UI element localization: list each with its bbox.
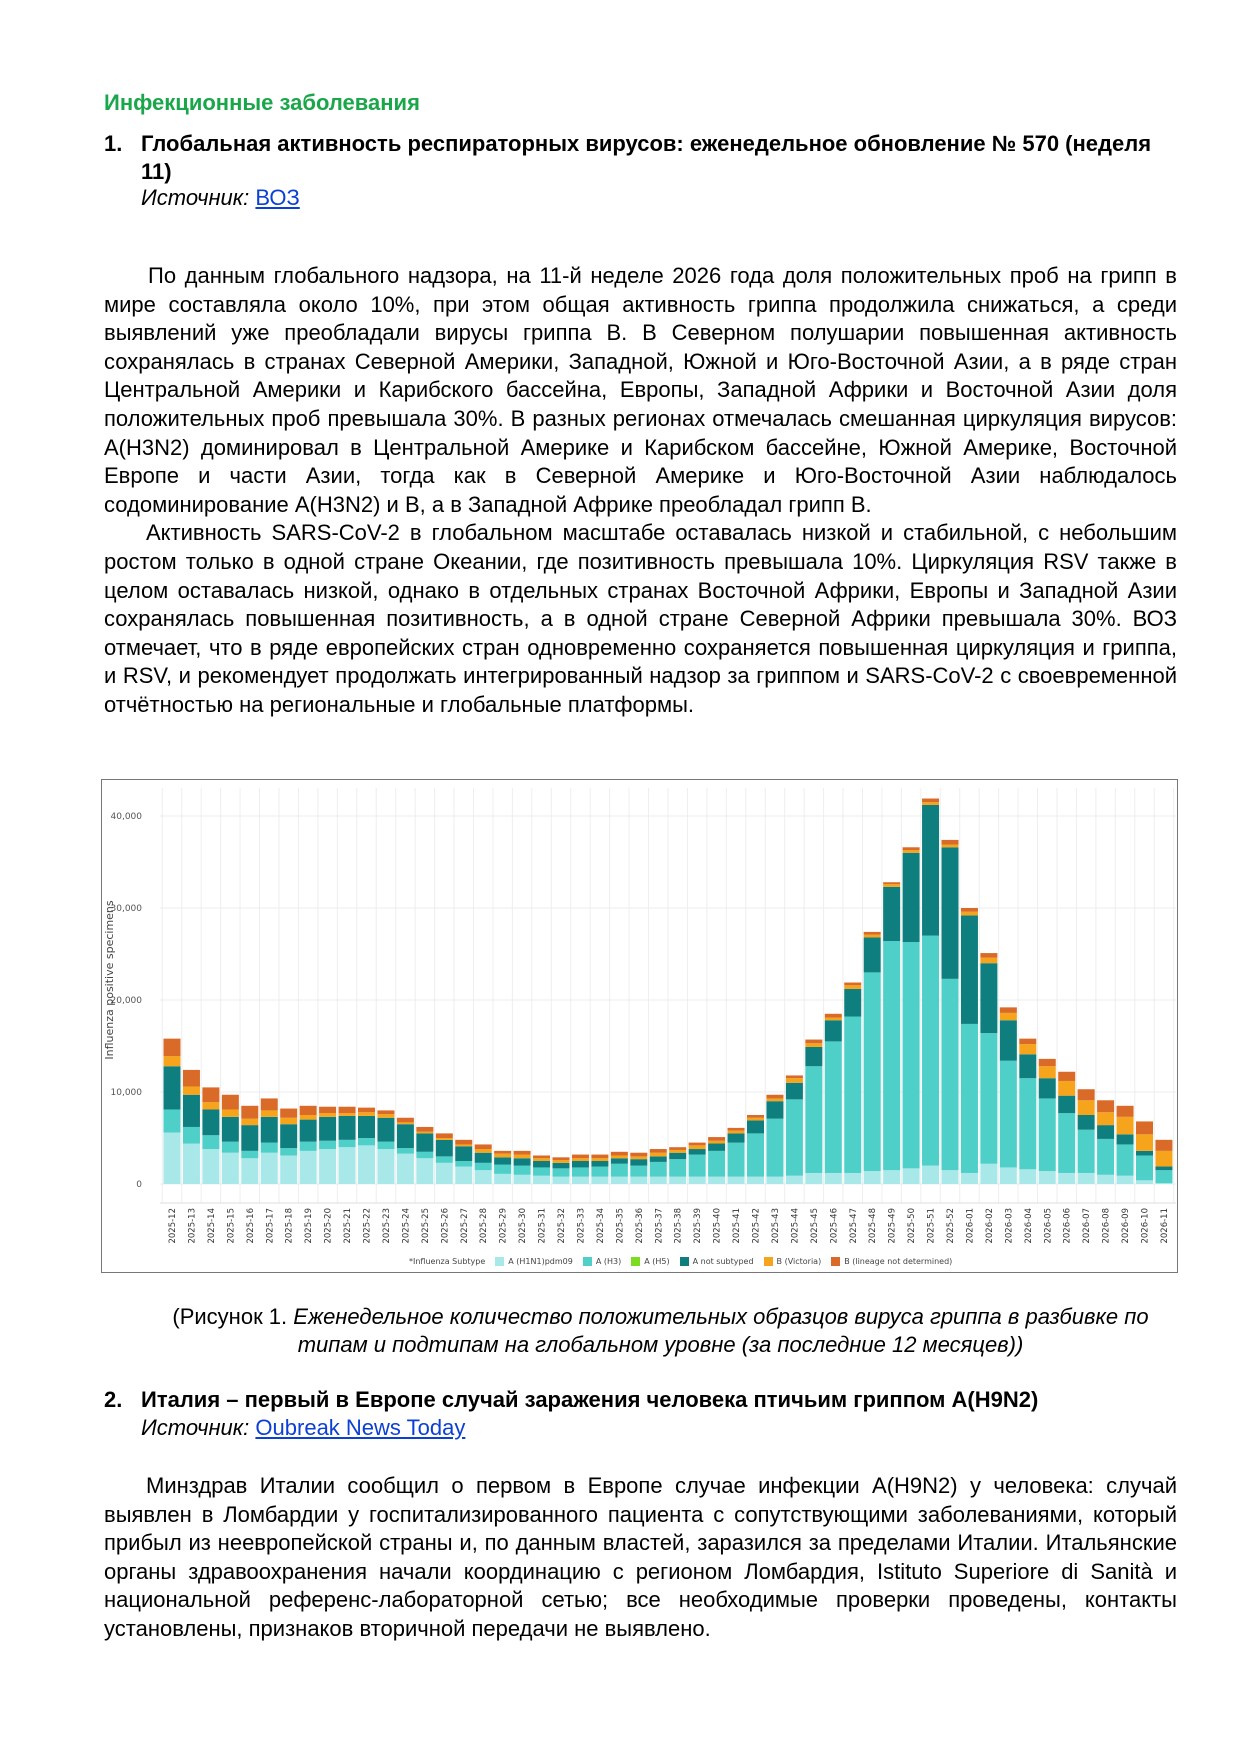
item-2-body (104, 1472, 1177, 1644)
bar-2025-20 (319, 1107, 336, 1184)
influenza-chart (101, 779, 1178, 1273)
legend-swatch (680, 1257, 689, 1266)
x-tick-label: 2025-36 (634, 1208, 645, 1244)
bar-2025-34 (591, 1155, 608, 1184)
figure-caption-prefix: (Рисунок 1. (172, 1304, 294, 1329)
bar-2025-15 (222, 1095, 239, 1184)
chart-legend (409, 1257, 952, 1266)
x-tick-label: 2026-07 (1082, 1208, 1093, 1244)
x-tick-label: 2025-45 (809, 1208, 820, 1244)
x-tick-label: 2025-15 (226, 1208, 237, 1244)
y-axis-label: Influenza positive specimens (103, 900, 116, 1060)
x-tick-label: 2025-42 (751, 1208, 762, 1244)
legend-item-label: A (H5) (644, 1257, 670, 1266)
x-tick-label: 2025-43 (770, 1208, 781, 1244)
x-tick-label: 2025-18 (284, 1208, 295, 1244)
item-1-paragraph-1: По данным глобального надзора, на 11-й неделе 2026 года доля положительных проб на грипп в мире составляла около 10%, при этом общая активность гриппа продолжила снижаться, а среди выявлений уже преобладали вирусы гриппа В. В Северном полушарии повышенная активность сохранялась в странах Северной Америки, Западной, Южной и Юго-Восточной Азии, а в ряде стран Центральной Америки и Карибского бассейна, Европы, Западной Африки и Восточной Азии доля положительных проб превышала 30%. В разных регионах отмечалась смешанная циркуляция вирусов: A(H3N2) доминировал в Центральной Америке и Карибском бассейне, Южной Америке, Восточной Европе и части Азии, тогда как в Северной Америке и Юго-Восточной Азии наблюдалось содоминирование A(H3N2) и В, а в Западной Африке преобладал грипп В. (104, 263, 1177, 517)
x-tick-label: 2026-02 (984, 1208, 995, 1244)
legend-swatch (495, 1257, 504, 1266)
bar-2025-18 (280, 1109, 297, 1184)
bar-2026-04 (1019, 1039, 1036, 1184)
bar-2026-02 (980, 953, 997, 1184)
item-2-paragraph-1: Минздрав Италии сообщил о первом в Европе случае инфекции A(H9N2) у человека: случай выявлен в Ломбардии у госпитализированного пациента с сопутствующими заболеваниями, который прибыл из неевропейской страны и, по данным властей, заразился за пределами Италии. Итальянские органы здравоохранения начали координацию с регионом Ломбардия, Istituto Superiore di Sanità и национальной референс-лабораторной сетью; все необходимые проверки проведены, контакты установлены, признаков вторичной передачи не выявлено. (104, 1473, 1177, 1641)
bar-2025-37 (650, 1149, 667, 1184)
bar-2025-19 (300, 1106, 317, 1184)
section-title: Инфекционные заболевания (104, 90, 420, 115)
x-tick-label: 2026-10 (1140, 1208, 1151, 1244)
item-2-source-label: Источник: (141, 1415, 250, 1440)
bar-2025-50 (903, 847, 920, 1184)
x-tick-label: 2025-50 (907, 1208, 918, 1244)
x-tick-label: 2026-03 (1004, 1208, 1015, 1244)
bar-2025-51 (922, 799, 939, 1184)
y-tick-label: 40,000 (110, 812, 142, 822)
x-tick-label: 2025-32 (557, 1208, 567, 1244)
legend-title: *Influenza Subtype (409, 1257, 486, 1266)
bar-2025-38 (669, 1147, 686, 1184)
y-tick-label: 30,000 (110, 904, 142, 914)
item-1-paragraph-2: Активность SARS-CoV-2 в глобальном масштабе оставалась низкой и стабильной, с небольшим ростом только в одной стране Океании, где позитивность превышала 10%. Циркуляция RSV также в целом оставалась низкой, однако в отдельных странах Восточной Африки, Европы и Западной Азии сохранялась повышенная позитивность, а в одной стране Северной Африки превышала 30%. ВОЗ отмечает, что в ряде европейских стран одновременно сохраняется повышенная циркуляция и гриппа, и RSV, и рекомендует продолжать интегрированный надзор за гриппом и SARS-CoV-2 с своевременной отчётностью на региональные и глобальные платформы. (104, 520, 1177, 717)
bar-2026-06 (1058, 1072, 1075, 1184)
item-1-body (104, 262, 1177, 720)
bar-2025-46 (825, 1014, 842, 1184)
item-2-heading (104, 1386, 1181, 1414)
x-tick-label: 2025-22 (362, 1208, 373, 1244)
y-tick-label: 10,000 (110, 1088, 142, 1098)
x-tick-label: 2025-51 (926, 1208, 937, 1244)
bar-2025-31 (533, 1155, 550, 1184)
x-tick-label: 2025-27 (459, 1208, 470, 1244)
x-tick-label: 2025-29 (498, 1208, 509, 1244)
influenza-stacked-bar-chart (102, 780, 1176, 1271)
x-tick-label: 2026-09 (1121, 1208, 1132, 1244)
item-2-title: Италия – первый в Европе случай заражения человека птичьим гриппом A(H9N2) (141, 1387, 1039, 1412)
bar-2026-11 (1155, 1140, 1172, 1184)
x-tick-label: 2025-20 (323, 1208, 334, 1244)
x-tick-label: 2025-44 (790, 1208, 801, 1244)
bar-2025-28 (475, 1144, 492, 1184)
bar-2025-26 (436, 1133, 453, 1184)
bar-2025-24 (397, 1118, 414, 1184)
legend-item-label: A not subtyped (692, 1257, 754, 1266)
x-tick-label: 2025-12 (168, 1208, 178, 1244)
item-2-source-link[interactable]: Oubreak News Today (255, 1415, 466, 1440)
bar-2025-49 (883, 882, 900, 1184)
figure-caption (104, 1303, 1177, 1359)
x-tick-label: 2025-48 (868, 1208, 879, 1244)
item-1-source-label: Источник: (141, 185, 250, 210)
x-tick-label: 2025-23 (381, 1208, 392, 1244)
x-tick-label: 2026-04 (1023, 1208, 1034, 1244)
figure-caption-text: Еженедельное количество положительных образцов вируса гриппа в разбивке по типам и подтипам на глобальном уровне (за последние 12 месяцев)) (293, 1304, 1149, 1357)
bar-2026-09 (1117, 1106, 1134, 1184)
bar-2026-05 (1039, 1059, 1056, 1184)
bar-2025-12 (164, 1039, 181, 1184)
x-tick-label: 2026-11 (1159, 1208, 1170, 1244)
bar-2025-21 (339, 1107, 356, 1184)
bar-2025-35 (611, 1152, 628, 1184)
bar-2025-43 (766, 1095, 783, 1184)
x-tick-label: 2026-06 (1062, 1208, 1073, 1244)
x-tick-label: 2025-24 (401, 1208, 412, 1244)
x-tick-label: 2025-17 (265, 1208, 276, 1244)
item-1-title: Глобальная активность респираторных вирусов: еженедельное обновление № 570 (неделя 11) (141, 131, 1152, 184)
item-1-source-link[interactable]: ВОЗ (255, 185, 300, 210)
bar-2025-13 (183, 1070, 200, 1184)
item-2-source (141, 1414, 465, 1442)
x-tick-label: 2026-05 (1043, 1208, 1054, 1244)
x-tick-label: 2025-28 (479, 1208, 490, 1244)
legend-swatch (631, 1257, 640, 1266)
bar-2025-39 (689, 1143, 706, 1184)
x-tick-label: 2026-08 (1101, 1208, 1112, 1244)
bar-2025-29 (494, 1151, 511, 1184)
legend-item-label: A (H3) (595, 1257, 622, 1266)
bar-2025-45 (805, 1040, 822, 1184)
bar-2025-47 (844, 983, 861, 1184)
x-tick-label: 2025-33 (576, 1208, 587, 1244)
item-2-number: 2. (104, 1387, 123, 1412)
x-tick-label: 2025-21 (343, 1208, 354, 1244)
bar-2025-17 (261, 1098, 278, 1184)
bar-2026-08 (1097, 1100, 1114, 1184)
x-tick-label: 2025-41 (732, 1208, 743, 1244)
x-tick-label: 2025-35 (615, 1208, 626, 1244)
legend-swatch (831, 1257, 840, 1266)
legend-swatch (764, 1257, 773, 1266)
x-tick-label: 2025-52 (946, 1208, 956, 1244)
x-tick-label: 2025-26 (440, 1208, 451, 1244)
legend-item-label: A (H1N1)pdm09 (508, 1257, 573, 1266)
x-tick-label: 2025-40 (712, 1208, 723, 1244)
bar-2025-40 (708, 1137, 725, 1184)
bar-2026-03 (1000, 1007, 1017, 1184)
bar-2025-22 (358, 1108, 375, 1184)
bar-2025-32 (553, 1157, 570, 1184)
bar-2026-01 (961, 908, 978, 1184)
bar-2025-30 (514, 1151, 531, 1184)
bar-2025-16 (241, 1106, 258, 1184)
item-1-source (141, 184, 300, 212)
legend-swatch (583, 1257, 592, 1266)
x-tick-label: 2025-31 (537, 1208, 548, 1244)
bar-2025-42 (747, 1115, 764, 1184)
bar-2026-07 (1078, 1089, 1095, 1184)
bar-2026-10 (1136, 1121, 1153, 1184)
legend-item-label: B (Victoria) (776, 1257, 822, 1266)
x-tick-label: 2025-16 (245, 1208, 256, 1244)
x-tick-label: 2025-49 (887, 1208, 898, 1244)
bar-2025-52 (942, 840, 959, 1184)
x-tick-label: 2025-39 (693, 1208, 704, 1244)
y-tick-label: 20,000 (110, 996, 142, 1006)
bar-2025-14 (202, 1087, 219, 1184)
bar-2025-23 (377, 1110, 394, 1184)
x-tick-label: 2026-01 (965, 1208, 976, 1244)
bar-2025-41 (728, 1128, 745, 1184)
item-1-number: 1. (104, 131, 123, 156)
x-tick-label: 2025-13 (187, 1208, 198, 1244)
x-tick-label: 2025-34 (595, 1208, 606, 1244)
y-tick-label: 0 (136, 1180, 142, 1190)
item-1-heading (104, 130, 1181, 186)
bar-2025-36 (630, 1153, 647, 1184)
x-tick-label: 2025-46 (829, 1208, 840, 1244)
x-tick-label: 2025-37 (654, 1208, 665, 1244)
bar-2025-25 (416, 1127, 433, 1184)
x-tick-label: 2025-38 (673, 1208, 684, 1244)
bar-2025-44 (786, 1075, 803, 1184)
x-tick-label: 2025-14 (206, 1208, 217, 1244)
bar-2025-27 (455, 1140, 472, 1184)
x-tick-label: 2025-25 (420, 1208, 431, 1244)
legend-item-label: B (lineage not determined) (844, 1257, 953, 1266)
x-tick-label: 2025-30 (518, 1208, 529, 1244)
bar-2025-48 (864, 932, 881, 1184)
bar-2025-33 (572, 1155, 589, 1184)
x-tick-label: 2025-47 (848, 1208, 859, 1244)
x-tick-label: 2025-19 (304, 1208, 315, 1244)
